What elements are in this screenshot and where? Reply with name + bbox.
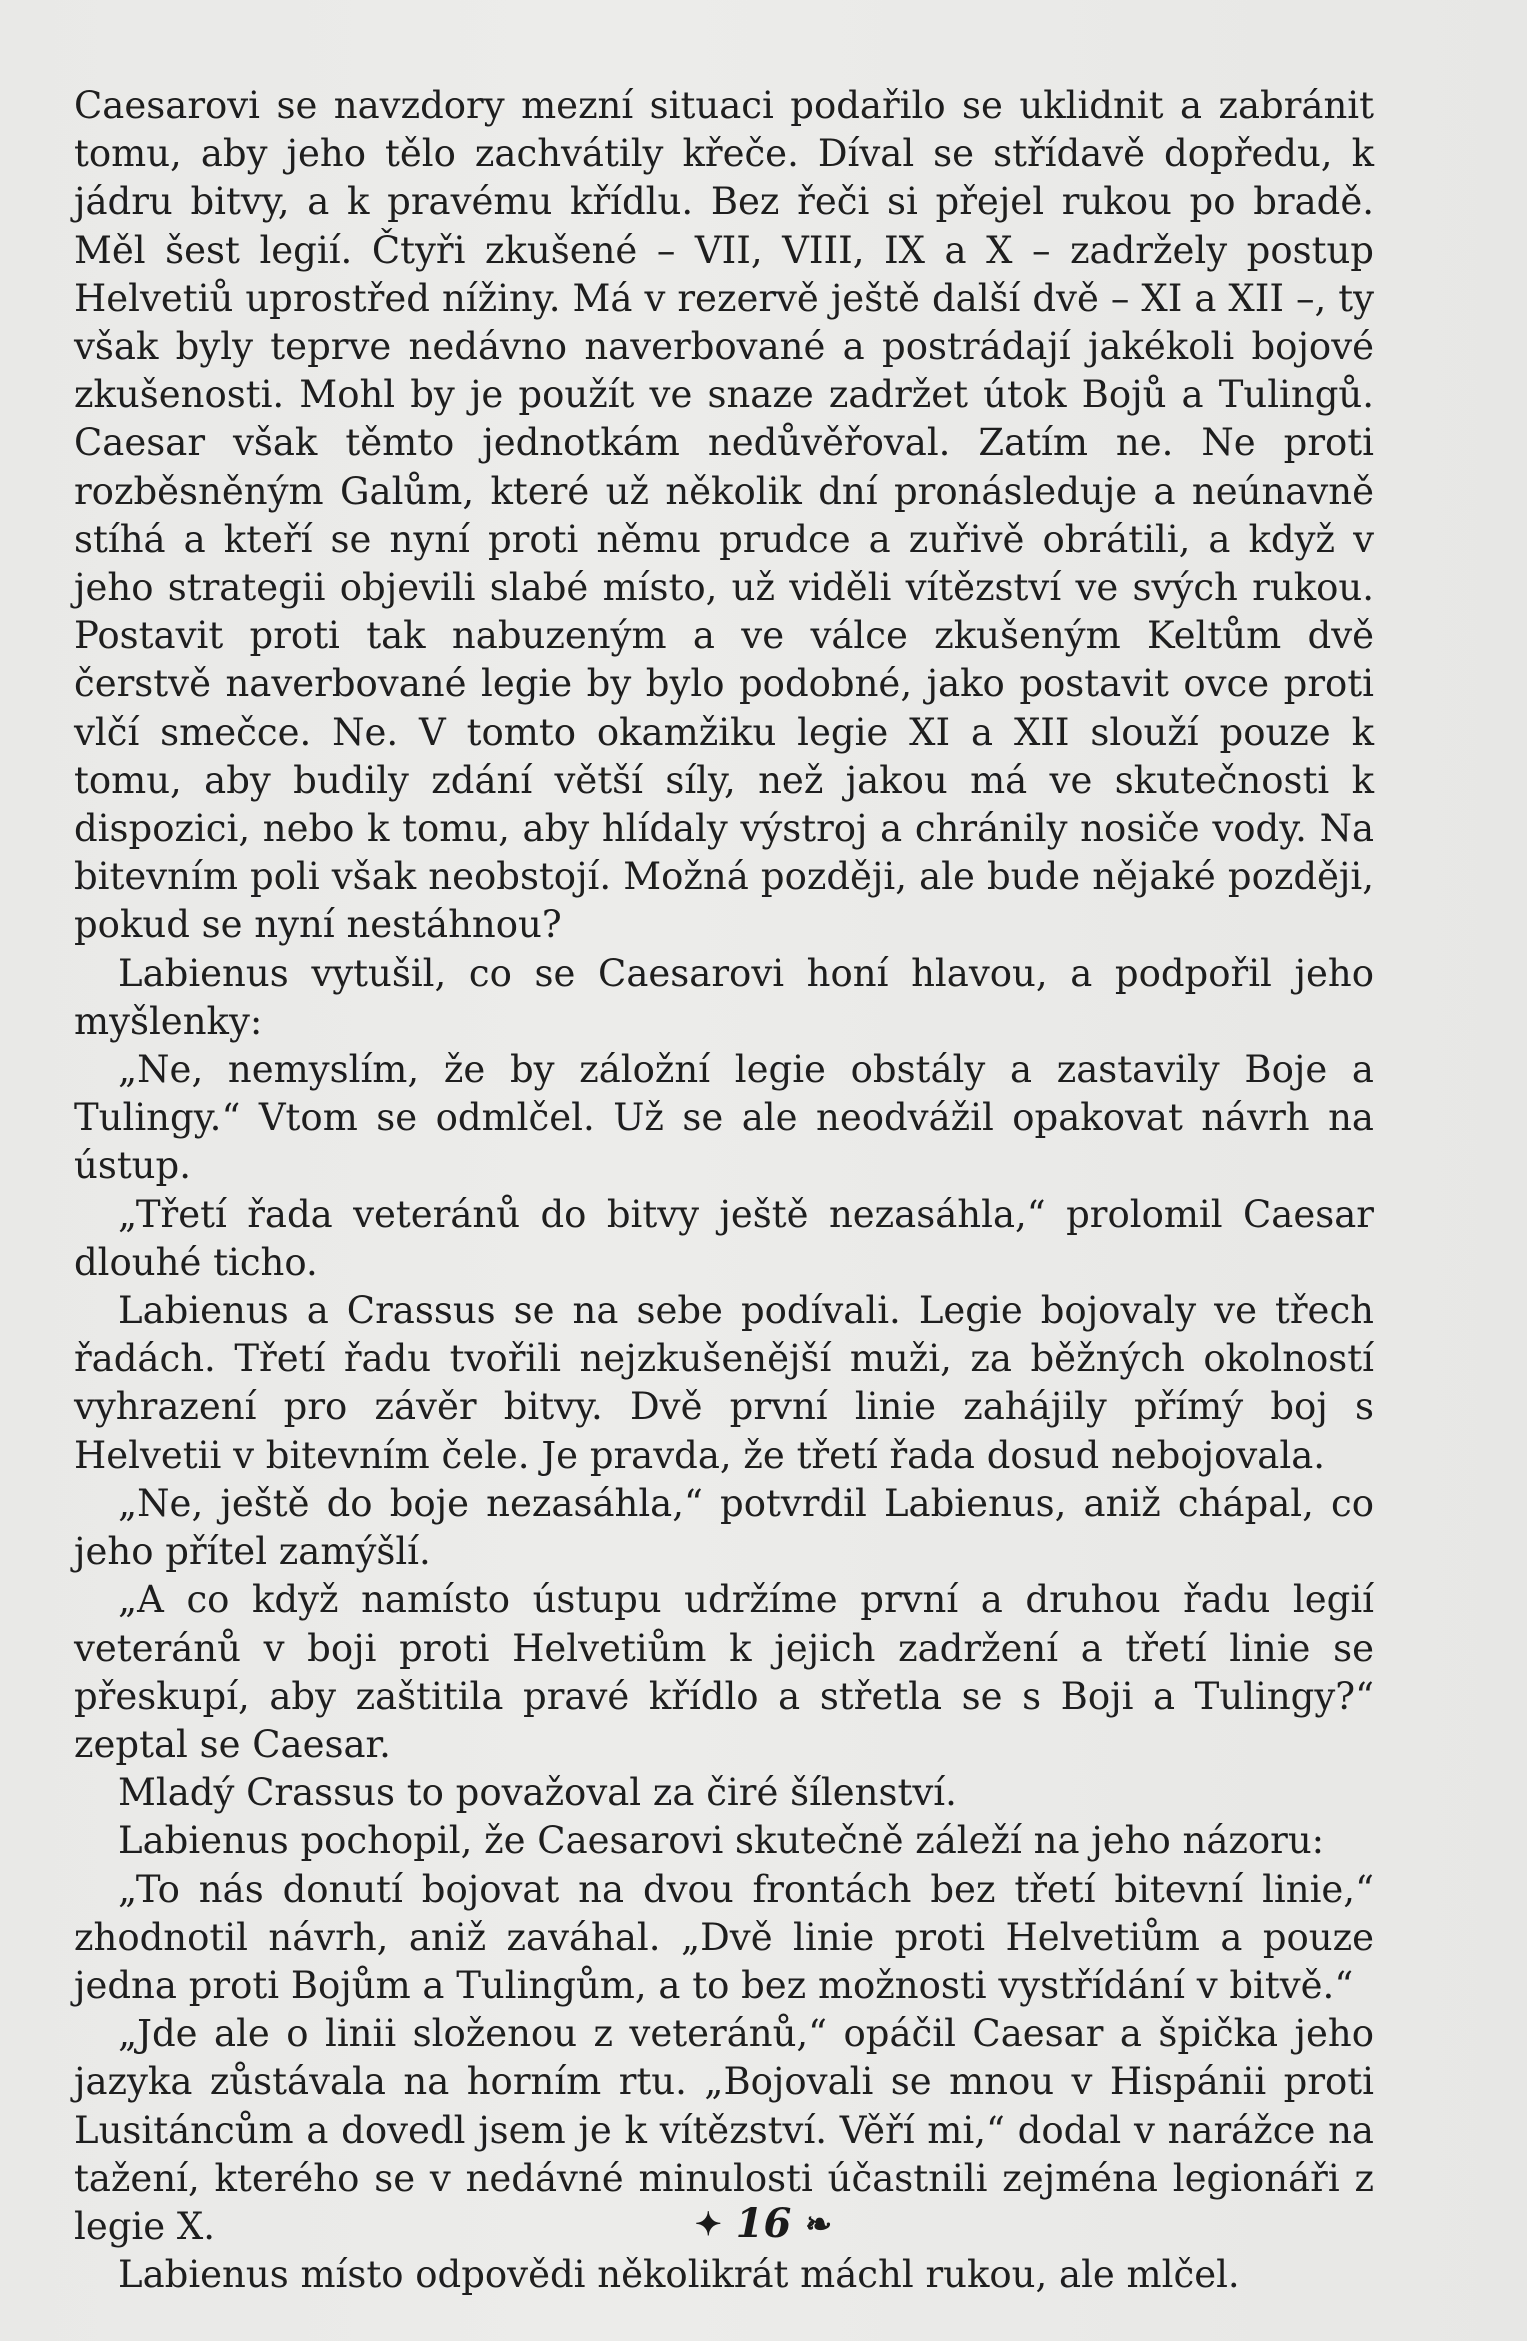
paragraph-1: Caesarovi se navzdory mezní situaci podařilo se uklidnit a zabránit tomu, aby jeho tělo zachvátily křeče. Díval se střídavě dopředu, k jádru bitvy, a k pravému křídlu. Bez řeči si přejel rukou po bradě. Měl šest legií. Čtyři zkušené – VII, VIII, IX a X – zadržely postup Helvetiů uprostřed nížiny. Má v rezervě ještě další dvě – XI a XII –, ty však byly teprve nedávno naverbované a postrádají jakékoli bojové zkušenosti. Mohl by je použít ve snaze zadržet útok Bojů a Tulingů. Caesar však těmto jednotkám nedůvěřoval. Zatím ne. Ne proti rozběsněným Galům, které už několik dní pronásleduje a neúnavně stíhá a kteří se nyní proti němu prudce a zuřivě obrátili, a když v jeho strategii objevili slabé místo, už viděli vítězství ve svých rukou. Postavit proti tak nabuzeným a ve válce zkušeným Keltům dvě čerstvě naverbované legie by bylo podobné, jako postavit ovce proti vlčí smečce. Ne. V tomto okamžiku legie XI a XII slouží pouze k tomu, aby budily zdání větší síly, než jakou má ve skutečnosti k dispozici, nebo k tomu, aby hlídaly výstroj a chránily nosiče vody. Na bitevním poli však neobstojí. Možná později, ale bude nějaké později, pokud se nyní nestáhnou? (74, 84, 1374, 947)
ornament-right-icon: ❧ (805, 2205, 833, 2243)
paragraph-4: „Třetí řada veteránů do bitvy ještě nezasáhla,“ prolomil Caesar dlouhé ticho. (74, 1192, 1374, 1284)
page-number: 16 (735, 2200, 792, 2247)
paragraph-3: „Ne, nemyslím, že by záložní legie obstály a zastavily Boje a Tulingy.“ Vtom se odmlčel. Už se ale neodvážil opakovat návrh na ústup. (74, 1048, 1374, 1188)
paragraph-9: Labienus pochopil, že Caesarovi skutečně záleží na jeho názoru: (118, 1819, 1325, 1863)
paragraph-11: „Jde ale o linii složenou z veteránů,“ opáčil Caesar a špička jeho jazyka zůstávala na horním rtu. „Bojovali se mnou v Hispánii proti Lusitáncům a dovedl jsem je k vítězství. Věří mi,“ dodal v narážce na tažení, kterého se v nedávné minulosti účastnili zejména legionáři z legie X. (74, 2012, 1374, 2248)
ornament-left-icon: ✦ (694, 2205, 722, 2243)
body-text (74, 82, 1374, 2299)
page-number-footer (0, 2200, 1527, 2247)
paragraph-8: Mladý Crassus to považoval za čiré šílenství. (118, 1771, 957, 1815)
paragraph-10: „To nás donutí bojovat na dvou frontách bez třetí bitevní linie,“ zhodnotil návrh, aniž zaváhal. „Dvě linie proti Helvetiům a pouze jedna proti Bojům a Tulingům, a to bez možnosti vystřídání v bitvě.“ (74, 1867, 1374, 2007)
paragraph-12: Labienus místo odpovědi několikrát máchl rukou, ale mlčel. (118, 2253, 1240, 2297)
paragraph-5: Labienus a Crassus se na sebe podívali. Legie bojovaly ve třech řadách. Třetí řadu tvořili nejzkušenější muži, za běžných okolností vyhrazení pro závěr bitvy. Dvě první linie zahájily přímý boj s Helvetii v bitevním čele. Je pravda, že třetí řada dosud nebojovala. (74, 1289, 1374, 1477)
paragraph-7: „A co když namísto ústupu udržíme první a druhou řadu legií veteránů v boji proti Helvetiům k jejich zadržení a třetí linie se přeskupí, aby zaštitila pravé křídlo a střetla se s Boji a Tulingy?“ zeptal se Caesar. (74, 1578, 1374, 1766)
paragraph-6: „Ne, ještě do boje nezasáhla,“ potvrdil Labienus, aniž chápal, co jeho přítel zamýšlí. (74, 1481, 1374, 1574)
paragraph-2: Labienus vytušil, co se Caesarovi honí hlavou, a podpořil jeho myšlenky: (74, 951, 1374, 1043)
